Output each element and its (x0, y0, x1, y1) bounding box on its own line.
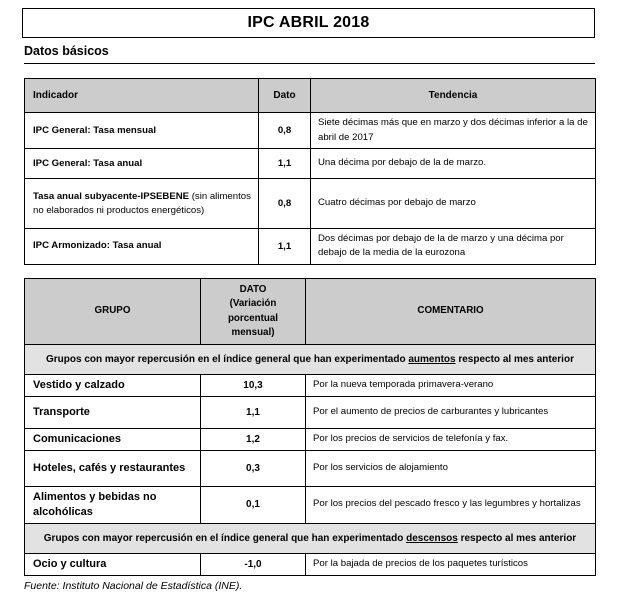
cell-comentario: Por la bajada de precios de los paquetes turísticos (306, 553, 596, 575)
section-heading-label: Datos básicos (24, 44, 109, 58)
cell-indicador (25, 179, 259, 229)
cell-dato: 0,8 (259, 113, 311, 149)
cell-dato: 1,1 (201, 397, 306, 429)
table-row (25, 113, 596, 149)
indicador-bold-text: IPC Armonizado: Tasa anual (33, 240, 162, 252)
column-header-comentario: COMENTARIO (306, 279, 596, 345)
column-header-grupo: GRUPO (25, 279, 201, 345)
column-header-indicador: Indicador (25, 79, 259, 113)
section-header-row-descensos (25, 523, 596, 553)
section-label-after: respecto al mes anterior (455, 354, 574, 365)
cell-dato: 1,2 (201, 429, 306, 451)
cell-dato: 1,1 (259, 229, 311, 265)
section-label-before: Grupos con mayor repercusión en el índice general que han experimentado (46, 354, 409, 365)
cell-tendencia: Siete décimas más que en marzo y dos décimas inferior a la de abril de 2017 (311, 113, 596, 149)
table-grupos (24, 278, 596, 576)
table-row (25, 375, 596, 397)
table-header-row (25, 79, 596, 113)
cell-grupo: Comunicaciones (25, 429, 201, 451)
column-header-dato-line1: DATO (239, 284, 267, 296)
cell-comentario: Por los precios del pescado fresco y las legumbres y hortalizas (306, 487, 596, 524)
column-header-dato-line3: porcentual (227, 312, 279, 324)
document-title-box (22, 8, 595, 38)
table-row (25, 451, 596, 487)
column-header-dato (201, 279, 306, 345)
cell-indicador (25, 113, 259, 149)
section-header-row-aumentos (25, 345, 596, 375)
section-label-aumentos (25, 345, 596, 375)
section-label-descensos (25, 523, 596, 553)
cell-dato: 0,3 (201, 451, 306, 487)
page-title: IPC ABRIL 2018 (247, 14, 370, 31)
indicador-normal-text: (sin alimentos no elaborados ni productos energéticos) (33, 190, 251, 216)
column-header-tendencia: Tendencia (311, 79, 596, 113)
cell-dato: -1,0 (201, 553, 306, 575)
cell-dato: 1,1 (259, 149, 311, 179)
table-header-row (25, 279, 596, 345)
cell-grupo: Transporte (25, 397, 201, 429)
section-heading-datos-basicos (24, 42, 595, 64)
cell-comentario: Por los precios de servicios de telefonía y fax. (306, 429, 596, 451)
section-label-underlined: aumentos (408, 354, 456, 365)
indicador-bold-text: IPC General: Tasa anual (33, 157, 143, 169)
indicador-bold-text: IPC General: Tasa mensual (33, 124, 156, 136)
table-row (25, 429, 596, 451)
cell-comentario: Por la nueva temporada primavera-verano (306, 375, 596, 397)
table-row (25, 397, 596, 429)
column-header-dato: Dato (259, 79, 311, 113)
section-label-after: respecto al mes anterior (457, 532, 577, 544)
cell-grupo: Hoteles, cafés y restaurantes (25, 451, 201, 487)
cell-tendencia: Dos décimas por debajo de la de marzo y una décima por debajo de la media de la eurozona (311, 229, 596, 265)
cell-grupo: Vestido y calzado (25, 375, 201, 397)
column-header-dato-line2: (Variación (229, 298, 277, 310)
table-row (25, 179, 596, 229)
cell-dato: 0,8 (259, 179, 311, 229)
indicador-bold-text: Tasa anual subyacente-IPSEBENE (33, 190, 192, 202)
cell-tendencia: Cuatro décimas por debajo de marzo (311, 179, 596, 229)
section-label-before: Grupos con mayor repercusión en el índice general que han experimentado (43, 532, 407, 544)
cell-dato: 10,3 (201, 375, 306, 397)
cell-indicador (25, 149, 259, 179)
cell-comentario: Por el aumento de precios de carburantes y lubricantes (306, 397, 596, 429)
section-label-underlined: descensos (406, 532, 458, 544)
cell-grupo: Alimentos y bebidas no alcohólicas (25, 487, 201, 524)
cell-comentario: Por los servicios de alojamiento (306, 451, 596, 487)
source-note: Fuente: Instituto Nacional de Estadística (INE). (24, 580, 243, 592)
table-datos-basicos (24, 78, 596, 265)
cell-indicador (25, 229, 259, 265)
cell-tendencia: Una décima por debajo de la de marzo. (311, 149, 596, 179)
column-header-dato-line4: mensual) (231, 326, 275, 338)
cell-dato: 0,1 (201, 487, 306, 524)
table-row (25, 149, 596, 179)
table-row (25, 553, 596, 575)
table-row (25, 229, 596, 265)
cell-grupo: Ocio y cultura (25, 553, 201, 575)
table-row (25, 487, 596, 524)
